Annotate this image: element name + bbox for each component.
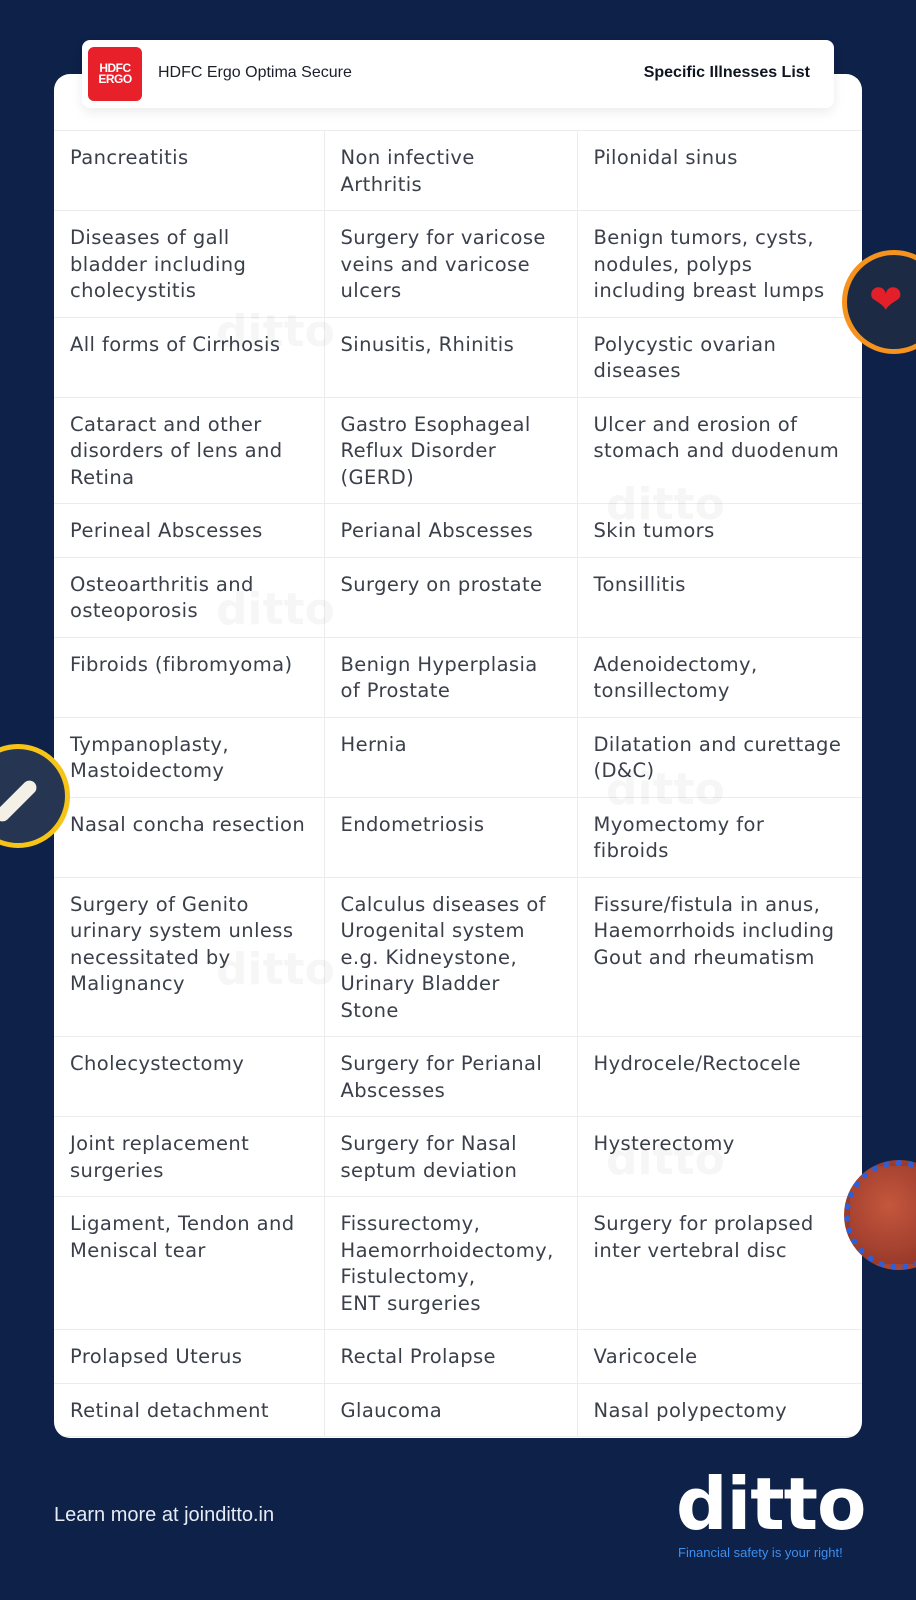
illness-cell: Ulcer and erosion of stomach and duodenum bbox=[577, 397, 862, 504]
illness-table bbox=[54, 130, 862, 1437]
illness-cell: Endometriosis bbox=[324, 797, 577, 877]
illness-cell: Surgery on prostate bbox=[324, 557, 577, 637]
illness-cell: Tonsillitis bbox=[577, 557, 862, 637]
illness-cell: Fissure/fistula in anus, Haemorrhoids including Gout and rheumatism bbox=[577, 877, 862, 1037]
illness-cell: Diseases of gall bladder including cholecystitis bbox=[54, 211, 324, 318]
illness-cell: Nasal concha resection bbox=[54, 797, 324, 877]
illness-cell: Hernia bbox=[324, 717, 577, 797]
logo-text-ergo: ERGO bbox=[98, 72, 132, 86]
illness-cell: Adenoidectomy, tonsillectomy bbox=[577, 637, 862, 717]
ditto-logo: ditto bbox=[676, 1462, 866, 1546]
heart-icon: ❤ bbox=[842, 250, 916, 354]
illness-cell: Gastro Esophageal Reflux Disorder (GERD) bbox=[324, 397, 577, 504]
illness-cell: Surgery for Perianal Abscesses bbox=[324, 1037, 577, 1117]
logo-text-hdfc: HDFC bbox=[99, 61, 131, 75]
illness-cell: Tympanoplasty, Mastoidectomy bbox=[54, 717, 324, 797]
illness-cell: Benign tumors, cysts, nodules, polyps including breast lumps bbox=[577, 211, 862, 318]
illness-cell: Joint replacement surgeries bbox=[54, 1117, 324, 1197]
table-row bbox=[54, 1330, 862, 1384]
illness-cell: Cholecystectomy bbox=[54, 1037, 324, 1117]
illness-cell: Retinal detachment bbox=[54, 1383, 324, 1437]
illness-cell: Glaucoma bbox=[324, 1383, 577, 1437]
illness-cell: Perineal Abscesses bbox=[54, 504, 324, 558]
learn-more-link[interactable]: Learn more at joinditto.in bbox=[54, 1504, 275, 1526]
illness-cell: Fibroids (fibromyoma) bbox=[54, 637, 324, 717]
illness-cell: Fissurectomy, Haemorrhoidectomy, Fistulectomy, ENT surgeries bbox=[324, 1197, 577, 1330]
table-row bbox=[54, 317, 862, 397]
illness-cell: Osteoarthritis and osteoporosis bbox=[54, 557, 324, 637]
illness-cell: Hydrocele/Rectocele bbox=[577, 1037, 862, 1117]
illness-cell: Hysterectomy bbox=[577, 1117, 862, 1197]
illness-cell: Dilatation and curettage (D&C) bbox=[577, 717, 862, 797]
illness-cell: Prolapsed Uterus bbox=[54, 1330, 324, 1384]
table-row bbox=[54, 211, 862, 318]
table-row bbox=[54, 717, 862, 797]
table-row bbox=[54, 877, 862, 1037]
table-row bbox=[54, 557, 862, 637]
illness-cell: Pancreatitis bbox=[54, 131, 324, 211]
table-row bbox=[54, 797, 862, 877]
table-row bbox=[54, 1383, 862, 1437]
illness-cell: Surgery of Genito urinary system unless necessitated by Malignancy bbox=[54, 877, 324, 1037]
illness-cell: Rectal Prolapse bbox=[324, 1330, 577, 1384]
illness-cell: All forms of Cirrhosis bbox=[54, 317, 324, 397]
table-row bbox=[54, 1197, 862, 1330]
ditto-tagline: Financial safety is your right! bbox=[678, 1545, 843, 1560]
insurer-name: HDFC Ergo Optima Secure bbox=[158, 64, 352, 81]
illness-cell: Sinusitis, Rhinitis bbox=[324, 317, 577, 397]
table-row bbox=[54, 504, 862, 558]
list-title: Specific Illnesses List bbox=[643, 64, 810, 81]
illness-cell: Skin tumors bbox=[577, 504, 862, 558]
illness-cell: Cataract and other disorders of lens and Retina bbox=[54, 397, 324, 504]
table-row bbox=[54, 397, 862, 504]
illness-cell: Polycystic ovarian diseases bbox=[577, 317, 862, 397]
illness-cell: Pilonidal sinus bbox=[577, 131, 862, 211]
illness-cell: Calculus diseases of Urogenital system e.g. Kidneystone, Urinary Bladder Stone bbox=[324, 877, 577, 1037]
illness-cell: Benign Hyperplasia of Prostate bbox=[324, 637, 577, 717]
illness-cell: Perianal Abscesses bbox=[324, 504, 577, 558]
illness-cell: Nasal polypectomy bbox=[577, 1383, 862, 1437]
illness-cell: Varicocele bbox=[577, 1330, 862, 1384]
illness-cell: Myomectomy for fibroids bbox=[577, 797, 862, 877]
card-header bbox=[82, 40, 834, 108]
table-row bbox=[54, 637, 862, 717]
illness-cell: Surgery for prolapsed inter vertebral disc bbox=[577, 1197, 862, 1330]
table-row bbox=[54, 1037, 862, 1117]
illness-cell: Surgery for varicose veins and varicose ulcers bbox=[324, 211, 577, 318]
illness-cell: Ligament, Tendon and Meniscal tear bbox=[54, 1197, 324, 1330]
illness-cell: Non infective Arthritis bbox=[324, 131, 577, 211]
table-row bbox=[54, 1117, 862, 1197]
illness-list-card bbox=[54, 74, 862, 1438]
illness-cell: Surgery for Nasal septum deviation bbox=[324, 1117, 577, 1197]
hdfc-ergo-logo bbox=[88, 47, 142, 101]
table-row bbox=[54, 131, 862, 211]
